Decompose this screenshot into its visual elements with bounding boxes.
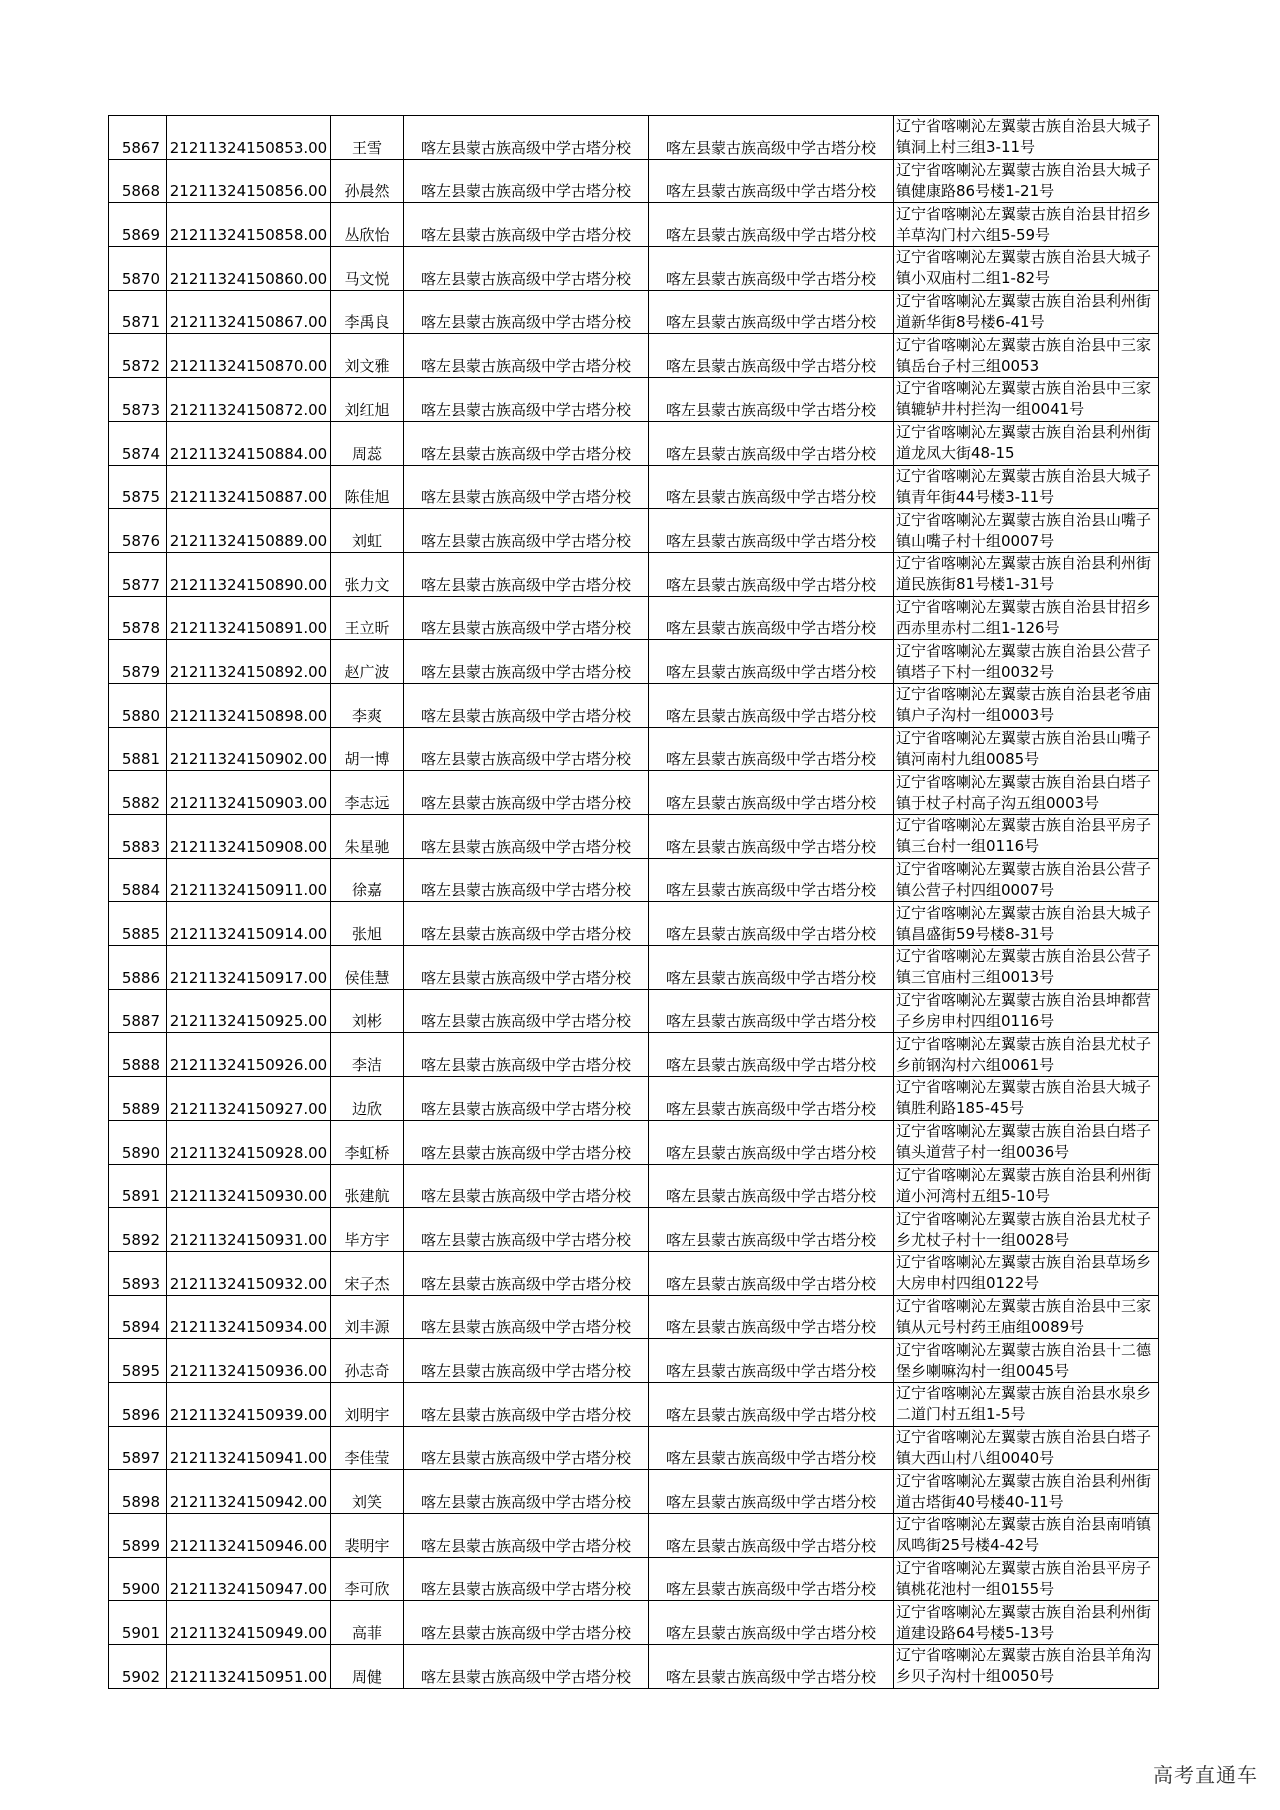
- school-cell: 喀左县蒙古族高级中学古塔分校: [404, 1208, 649, 1252]
- table-row: [109, 596, 1159, 640]
- table-row: [109, 989, 1159, 1033]
- row-number-cell: 5891: [109, 1164, 167, 1208]
- row-number-cell: 5900: [109, 1557, 167, 1601]
- row-number-cell: 5886: [109, 946, 167, 990]
- table-row: [109, 1601, 1159, 1645]
- table-row: [109, 247, 1159, 291]
- exam-id-cell: 21211324150903.00: [167, 771, 331, 815]
- address-cell: 辽宁省喀喇沁左翼蒙古族自治县平房子镇桃花池村一组0155号: [894, 1557, 1159, 1601]
- student-name-cell: 李禹良: [331, 290, 404, 334]
- address-cell: 辽宁省喀喇沁左翼蒙古族自治县老爷庙镇户子沟村一组0003号: [894, 683, 1159, 727]
- address-cell: 辽宁省喀喇沁左翼蒙古族自治县尤杖子乡尤杖子村十一组0028号: [894, 1208, 1159, 1252]
- school-cell: 喀左县蒙古族高级中学古塔分校: [404, 509, 649, 553]
- table-row: [109, 334, 1159, 378]
- school-cell: 喀左县蒙古族高级中学古塔分校: [404, 1601, 649, 1645]
- table-row: [109, 1164, 1159, 1208]
- admitting-school-cell: 喀左县蒙古族高级中学古塔分校: [649, 247, 894, 291]
- row-number-cell: 5869: [109, 203, 167, 247]
- row-number-cell: 5874: [109, 421, 167, 465]
- student-name-cell: 李爽: [331, 683, 404, 727]
- admitting-school-cell: 喀左县蒙古族高级中学古塔分校: [649, 116, 894, 160]
- row-number-cell: 5902: [109, 1645, 167, 1689]
- admitting-school-cell: 喀左县蒙古族高级中学古塔分校: [649, 1339, 894, 1383]
- exam-id-cell: 21211324150856.00: [167, 159, 331, 203]
- school-cell: 喀左县蒙古族高级中学古塔分校: [404, 1514, 649, 1558]
- student-name-cell: 周健: [331, 1645, 404, 1689]
- admitting-school-cell: 喀左县蒙古族高级中学古塔分校: [649, 683, 894, 727]
- school-cell: 喀左县蒙古族高级中学古塔分校: [404, 1339, 649, 1383]
- address-cell: 辽宁省喀喇沁左翼蒙古族自治县平房子镇三台村一组0116号: [894, 815, 1159, 859]
- admitting-school-cell: 喀左县蒙古族高级中学古塔分校: [649, 552, 894, 596]
- address-cell: 辽宁省喀喇沁左翼蒙古族自治县公营子镇公营子村四组0007号: [894, 858, 1159, 902]
- address-cell: 辽宁省喀喇沁左翼蒙古族自治县大城子镇小双庙村二组1-82号: [894, 247, 1159, 291]
- address-cell: 辽宁省喀喇沁左翼蒙古族自治县中三家镇辘轳井村拦沟一组0041号: [894, 378, 1159, 422]
- student-name-cell: 刘文雅: [331, 334, 404, 378]
- exam-id-cell: 21211324150860.00: [167, 247, 331, 291]
- address-cell: 辽宁省喀喇沁左翼蒙古族自治县羊角沟乡贝子沟村十组0050号: [894, 1645, 1159, 1689]
- school-cell: 喀左县蒙古族高级中学古塔分校: [404, 946, 649, 990]
- school-cell: 喀左县蒙古族高级中学古塔分校: [404, 1557, 649, 1601]
- table-row: [109, 1077, 1159, 1121]
- student-name-cell: 张旭: [331, 902, 404, 946]
- admitting-school-cell: 喀左县蒙古族高级中学古塔分校: [649, 1382, 894, 1426]
- row-number-cell: 5868: [109, 159, 167, 203]
- exam-id-cell: 21211324150951.00: [167, 1645, 331, 1689]
- exam-id-cell: 21211324150898.00: [167, 683, 331, 727]
- student-name-cell: 刘红旭: [331, 378, 404, 422]
- table-row: [109, 1514, 1159, 1558]
- school-cell: 喀左县蒙古族高级中学古塔分校: [404, 290, 649, 334]
- address-cell: 辽宁省喀喇沁左翼蒙古族自治县利州街道古塔街40号楼40-11号: [894, 1470, 1159, 1514]
- school-cell: 喀左县蒙古族高级中学古塔分校: [404, 640, 649, 684]
- row-number-cell: 5877: [109, 552, 167, 596]
- row-number-cell: 5898: [109, 1470, 167, 1514]
- table-row: [109, 1120, 1159, 1164]
- student-name-cell: 宋子杰: [331, 1251, 404, 1295]
- row-number-cell: 5875: [109, 465, 167, 509]
- admitting-school-cell: 喀左县蒙古族高级中学古塔分校: [649, 159, 894, 203]
- school-cell: 喀左县蒙古族高级中学古塔分校: [404, 116, 649, 160]
- school-cell: 喀左县蒙古族高级中学古塔分校: [404, 815, 649, 859]
- row-number-cell: 5878: [109, 596, 167, 640]
- exam-id-cell: 21211324150932.00: [167, 1251, 331, 1295]
- student-name-cell: 高菲: [331, 1601, 404, 1645]
- table-row: [109, 116, 1159, 160]
- address-cell: 辽宁省喀喇沁左翼蒙古族自治县甘招乡西赤里赤村二组1-126号: [894, 596, 1159, 640]
- table-row: [109, 465, 1159, 509]
- admitting-school-cell: 喀左县蒙古族高级中学古塔分校: [649, 1470, 894, 1514]
- table-row: [109, 946, 1159, 990]
- school-cell: 喀左县蒙古族高级中学古塔分校: [404, 858, 649, 902]
- address-cell: 辽宁省喀喇沁左翼蒙古族自治县公营子镇塔子下村一组0032号: [894, 640, 1159, 684]
- table-row: [109, 1470, 1159, 1514]
- admitting-school-cell: 喀左县蒙古族高级中学古塔分校: [649, 640, 894, 684]
- school-cell: 喀左县蒙古族高级中学古塔分校: [404, 1426, 649, 1470]
- row-number-cell: 5895: [109, 1339, 167, 1383]
- admitting-school-cell: 喀左县蒙古族高级中学古塔分校: [649, 1033, 894, 1077]
- exam-id-cell: 21211324150925.00: [167, 989, 331, 1033]
- admitting-school-cell: 喀左县蒙古族高级中学古塔分校: [649, 421, 894, 465]
- address-cell: 辽宁省喀喇沁左翼蒙古族自治县十二德堡乡喇嘛沟村一组0045号: [894, 1339, 1159, 1383]
- exam-id-cell: 21211324150942.00: [167, 1470, 331, 1514]
- student-name-cell: 张力文: [331, 552, 404, 596]
- exam-id-cell: 21211324150927.00: [167, 1077, 331, 1121]
- student-name-cell: 裴明宇: [331, 1514, 404, 1558]
- row-number-cell: 5889: [109, 1077, 167, 1121]
- admitting-school-cell: 喀左县蒙古族高级中学古塔分校: [649, 1295, 894, 1339]
- table-row: [109, 378, 1159, 422]
- admitting-school-cell: 喀左县蒙古族高级中学古塔分校: [649, 902, 894, 946]
- row-number-cell: 5867: [109, 116, 167, 160]
- admitting-school-cell: 喀左县蒙古族高级中学古塔分校: [649, 596, 894, 640]
- row-number-cell: 5885: [109, 902, 167, 946]
- admitting-school-cell: 喀左县蒙古族高级中学古塔分校: [649, 290, 894, 334]
- table-row: [109, 771, 1159, 815]
- student-name-cell: 刘丰源: [331, 1295, 404, 1339]
- table-row: [109, 727, 1159, 771]
- row-number-cell: 5870: [109, 247, 167, 291]
- table-row: [109, 640, 1159, 684]
- address-cell: 辽宁省喀喇沁左翼蒙古族自治县山嘴子镇河南村九组0085号: [894, 727, 1159, 771]
- address-cell: 辽宁省喀喇沁左翼蒙古族自治县利州街道龙凤大街48-15: [894, 421, 1159, 465]
- student-name-cell: 刘虹: [331, 509, 404, 553]
- address-cell: 辽宁省喀喇沁左翼蒙古族自治县尤杖子乡前钢沟村六组0061号: [894, 1033, 1159, 1077]
- student-name-cell: 侯佳慧: [331, 946, 404, 990]
- row-number-cell: 5893: [109, 1251, 167, 1295]
- row-number-cell: 5883: [109, 815, 167, 859]
- row-number-cell: 5894: [109, 1295, 167, 1339]
- student-name-cell: 边欣: [331, 1077, 404, 1121]
- exam-id-cell: 21211324150887.00: [167, 465, 331, 509]
- row-number-cell: 5871: [109, 290, 167, 334]
- table-row: [109, 1208, 1159, 1252]
- student-name-cell: 朱星驰: [331, 815, 404, 859]
- student-table: [108, 115, 1159, 1689]
- address-cell: 辽宁省喀喇沁左翼蒙古族自治县白塔子镇头道营子村一组0036号: [894, 1120, 1159, 1164]
- admitting-school-cell: 喀左县蒙古族高级中学古塔分校: [649, 1514, 894, 1558]
- school-cell: 喀左县蒙古族高级中学古塔分校: [404, 1077, 649, 1121]
- exam-id-cell: 21211324150917.00: [167, 946, 331, 990]
- address-cell: 辽宁省喀喇沁左翼蒙古族自治县利州街道新华街8号楼6-41号: [894, 290, 1159, 334]
- exam-id-cell: 21211324150902.00: [167, 727, 331, 771]
- table-row: [109, 1251, 1159, 1295]
- school-cell: 喀左县蒙古族高级中学古塔分校: [404, 683, 649, 727]
- school-cell: 喀左县蒙古族高级中学古塔分校: [404, 771, 649, 815]
- table-row: [109, 1339, 1159, 1383]
- table-row: [109, 509, 1159, 553]
- school-cell: 喀左县蒙古族高级中学古塔分校: [404, 1470, 649, 1514]
- exam-id-cell: 21211324150914.00: [167, 902, 331, 946]
- address-cell: 辽宁省喀喇沁左翼蒙古族自治县水泉乡二道门村五组1-5号: [894, 1382, 1159, 1426]
- student-name-cell: 丛欣怡: [331, 203, 404, 247]
- row-number-cell: 5887: [109, 989, 167, 1033]
- row-number-cell: 5892: [109, 1208, 167, 1252]
- student-name-cell: 王雪: [331, 116, 404, 160]
- exam-id-cell: 21211324150872.00: [167, 378, 331, 422]
- exam-id-cell: 21211324150908.00: [167, 815, 331, 859]
- exam-id-cell: 21211324150858.00: [167, 203, 331, 247]
- student-name-cell: 李可欣: [331, 1557, 404, 1601]
- school-cell: 喀左县蒙古族高级中学古塔分校: [404, 1251, 649, 1295]
- address-cell: 辽宁省喀喇沁左翼蒙古族自治县大城子镇昌盛街59号楼8-31号: [894, 902, 1159, 946]
- exam-id-cell: 21211324150931.00: [167, 1208, 331, 1252]
- exam-id-cell: 21211324150939.00: [167, 1382, 331, 1426]
- admitting-school-cell: 喀左县蒙古族高级中学古塔分校: [649, 771, 894, 815]
- school-cell: 喀左县蒙古族高级中学古塔分校: [404, 1033, 649, 1077]
- exam-id-cell: 21211324150934.00: [167, 1295, 331, 1339]
- exam-id-cell: 21211324150911.00: [167, 858, 331, 902]
- exam-id-cell: 21211324150870.00: [167, 334, 331, 378]
- admitting-school-cell: 喀左县蒙古族高级中学古塔分校: [649, 815, 894, 859]
- school-cell: 喀左县蒙古族高级中学古塔分校: [404, 727, 649, 771]
- address-cell: 辽宁省喀喇沁左翼蒙古族自治县大城子镇健康路86号楼1-21号: [894, 159, 1159, 203]
- table-row: [109, 1382, 1159, 1426]
- exam-id-cell: 21211324150946.00: [167, 1514, 331, 1558]
- address-cell: 辽宁省喀喇沁左翼蒙古族自治县白塔子镇大西山村八组0040号: [894, 1426, 1159, 1470]
- table-row: [109, 815, 1159, 859]
- exam-id-cell: 21211324150889.00: [167, 509, 331, 553]
- address-cell: 辽宁省喀喇沁左翼蒙古族自治县草场乡大房申村四组0122号: [894, 1251, 1159, 1295]
- table-row: [109, 683, 1159, 727]
- admitting-school-cell: 喀左县蒙古族高级中学古塔分校: [649, 1164, 894, 1208]
- school-cell: 喀左县蒙古族高级中学古塔分校: [404, 1120, 649, 1164]
- address-cell: 辽宁省喀喇沁左翼蒙古族自治县利州街道民族街81号楼1-31号: [894, 552, 1159, 596]
- admitting-school-cell: 喀左县蒙古族高级中学古塔分校: [649, 1601, 894, 1645]
- exam-id-cell: 21211324150892.00: [167, 640, 331, 684]
- exam-id-cell: 21211324150949.00: [167, 1601, 331, 1645]
- admitting-school-cell: 喀左县蒙古族高级中学古塔分校: [649, 1251, 894, 1295]
- admitting-school-cell: 喀左县蒙古族高级中学古塔分校: [649, 509, 894, 553]
- school-cell: 喀左县蒙古族高级中学古塔分校: [404, 465, 649, 509]
- school-cell: 喀左县蒙古族高级中学古塔分校: [404, 159, 649, 203]
- admitting-school-cell: 喀左县蒙古族高级中学古塔分校: [649, 1120, 894, 1164]
- exam-id-cell: 21211324150941.00: [167, 1426, 331, 1470]
- school-cell: 喀左县蒙古族高级中学古塔分校: [404, 596, 649, 640]
- table-row: [109, 552, 1159, 596]
- student-name-cell: 周蕊: [331, 421, 404, 465]
- admitting-school-cell: 喀左县蒙古族高级中学古塔分校: [649, 1426, 894, 1470]
- admitting-school-cell: 喀左县蒙古族高级中学古塔分校: [649, 1208, 894, 1252]
- student-name-cell: 王立昕: [331, 596, 404, 640]
- admitting-school-cell: 喀左县蒙古族高级中学古塔分校: [649, 989, 894, 1033]
- admitting-school-cell: 喀左县蒙古族高级中学古塔分校: [649, 1645, 894, 1689]
- row-number-cell: 5881: [109, 727, 167, 771]
- student-name-cell: 马文悦: [331, 247, 404, 291]
- table-row: [109, 159, 1159, 203]
- row-number-cell: 5897: [109, 1426, 167, 1470]
- student-name-cell: 李志远: [331, 771, 404, 815]
- table-row: [109, 1033, 1159, 1077]
- watermark-text: 高考直通车: [1153, 1763, 1258, 1787]
- student-name-cell: 孙晨然: [331, 159, 404, 203]
- exam-id-cell: 21211324150884.00: [167, 421, 331, 465]
- student-name-cell: 张建航: [331, 1164, 404, 1208]
- school-cell: 喀左县蒙古族高级中学古塔分校: [404, 1382, 649, 1426]
- address-cell: 辽宁省喀喇沁左翼蒙古族自治县中三家镇岳台子村三组0053: [894, 334, 1159, 378]
- row-number-cell: 5884: [109, 858, 167, 902]
- school-cell: 喀左县蒙古族高级中学古塔分校: [404, 902, 649, 946]
- student-name-cell: 刘明宇: [331, 1382, 404, 1426]
- row-number-cell: 5873: [109, 378, 167, 422]
- row-number-cell: 5899: [109, 1514, 167, 1558]
- admitting-school-cell: 喀左县蒙古族高级中学古塔分校: [649, 334, 894, 378]
- address-cell: 辽宁省喀喇沁左翼蒙古族自治县利州街道建设路64号楼5-13号: [894, 1601, 1159, 1645]
- school-cell: 喀左县蒙古族高级中学古塔分校: [404, 1164, 649, 1208]
- student-name-cell: 李佳莹: [331, 1426, 404, 1470]
- school-cell: 喀左县蒙古族高级中学古塔分校: [404, 203, 649, 247]
- table-row: [109, 421, 1159, 465]
- admitting-school-cell: 喀左县蒙古族高级中学古塔分校: [649, 378, 894, 422]
- table-row: [109, 1426, 1159, 1470]
- school-cell: 喀左县蒙古族高级中学古塔分校: [404, 552, 649, 596]
- row-number-cell: 5872: [109, 334, 167, 378]
- address-cell: 辽宁省喀喇沁左翼蒙古族自治县大城子镇洞上村三组3-11号: [894, 116, 1159, 160]
- student-name-cell: 李虹桥: [331, 1120, 404, 1164]
- address-cell: 辽宁省喀喇沁左翼蒙古族自治县公营子镇三官庙村三组0013号: [894, 946, 1159, 990]
- admitting-school-cell: 喀左县蒙古族高级中学古塔分校: [649, 203, 894, 247]
- admitting-school-cell: 喀左县蒙古族高级中学古塔分校: [649, 727, 894, 771]
- admitting-school-cell: 喀左县蒙古族高级中学古塔分校: [649, 1557, 894, 1601]
- exam-id-cell: 21211324150928.00: [167, 1120, 331, 1164]
- row-number-cell: 5876: [109, 509, 167, 553]
- school-cell: 喀左县蒙古族高级中学古塔分校: [404, 1295, 649, 1339]
- student-name-cell: 毕方宇: [331, 1208, 404, 1252]
- table-row: [109, 290, 1159, 334]
- address-cell: 辽宁省喀喇沁左翼蒙古族自治县利州街道小河湾村五组5-10号: [894, 1164, 1159, 1208]
- exam-id-cell: 21211324150891.00: [167, 596, 331, 640]
- table-row: [109, 1645, 1159, 1689]
- student-name-cell: 刘笑: [331, 1470, 404, 1514]
- table-row: [109, 1557, 1159, 1601]
- exam-id-cell: 21211324150947.00: [167, 1557, 331, 1601]
- address-cell: 辽宁省喀喇沁左翼蒙古族自治县甘招乡羊草沟门村六组5-59号: [894, 203, 1159, 247]
- address-cell: 辽宁省喀喇沁左翼蒙古族自治县中三家镇从元号村药王庙组0089号: [894, 1295, 1159, 1339]
- address-cell: 辽宁省喀喇沁左翼蒙古族自治县南哨镇凤鸣街25号楼4-42号: [894, 1514, 1159, 1558]
- student-name-cell: 孙志奇: [331, 1339, 404, 1383]
- exam-id-cell: 21211324150936.00: [167, 1339, 331, 1383]
- exam-id-cell: 21211324150930.00: [167, 1164, 331, 1208]
- school-cell: 喀左县蒙古族高级中学古塔分校: [404, 378, 649, 422]
- school-cell: 喀左县蒙古族高级中学古塔分校: [404, 989, 649, 1033]
- exam-id-cell: 21211324150890.00: [167, 552, 331, 596]
- table-row: [109, 203, 1159, 247]
- admitting-school-cell: 喀左县蒙古族高级中学古塔分校: [649, 465, 894, 509]
- address-cell: 辽宁省喀喇沁左翼蒙古族自治县坤都营子乡房申村四组0116号: [894, 989, 1159, 1033]
- exam-id-cell: 21211324150926.00: [167, 1033, 331, 1077]
- school-cell: 喀左县蒙古族高级中学古塔分校: [404, 1645, 649, 1689]
- row-number-cell: 5880: [109, 683, 167, 727]
- address-cell: 辽宁省喀喇沁左翼蒙古族自治县白塔子镇于杖子村高子沟五组0003号: [894, 771, 1159, 815]
- row-number-cell: 5879: [109, 640, 167, 684]
- address-cell: 辽宁省喀喇沁左翼蒙古族自治县大城子镇胜利路185-45号: [894, 1077, 1159, 1121]
- table-row: [109, 858, 1159, 902]
- student-name-cell: 李洁: [331, 1033, 404, 1077]
- student-name-cell: 徐嘉: [331, 858, 404, 902]
- student-name-cell: 刘彬: [331, 989, 404, 1033]
- admitting-school-cell: 喀左县蒙古族高级中学古塔分校: [649, 1077, 894, 1121]
- student-name-cell: 胡一博: [331, 727, 404, 771]
- address-cell: 辽宁省喀喇沁左翼蒙古族自治县山嘴子镇山嘴子村十组0007号: [894, 509, 1159, 553]
- admitting-school-cell: 喀左县蒙古族高级中学古塔分校: [649, 946, 894, 990]
- table-row: [109, 902, 1159, 946]
- row-number-cell: 5896: [109, 1382, 167, 1426]
- row-number-cell: 5901: [109, 1601, 167, 1645]
- school-cell: 喀左县蒙古族高级中学古塔分校: [404, 334, 649, 378]
- student-name-cell: 赵广波: [331, 640, 404, 684]
- row-number-cell: 5882: [109, 771, 167, 815]
- address-cell: 辽宁省喀喇沁左翼蒙古族自治县大城子镇青年街44号楼3-11号: [894, 465, 1159, 509]
- school-cell: 喀左县蒙古族高级中学古塔分校: [404, 247, 649, 291]
- admitting-school-cell: 喀左县蒙古族高级中学古塔分校: [649, 858, 894, 902]
- table-row: [109, 1295, 1159, 1339]
- exam-id-cell: 21211324150867.00: [167, 290, 331, 334]
- student-table-body: [109, 116, 1159, 1689]
- school-cell: 喀左县蒙古族高级中学古塔分校: [404, 421, 649, 465]
- student-name-cell: 陈佳旭: [331, 465, 404, 509]
- row-number-cell: 5890: [109, 1120, 167, 1164]
- exam-id-cell: 21211324150853.00: [167, 116, 331, 160]
- row-number-cell: 5888: [109, 1033, 167, 1077]
